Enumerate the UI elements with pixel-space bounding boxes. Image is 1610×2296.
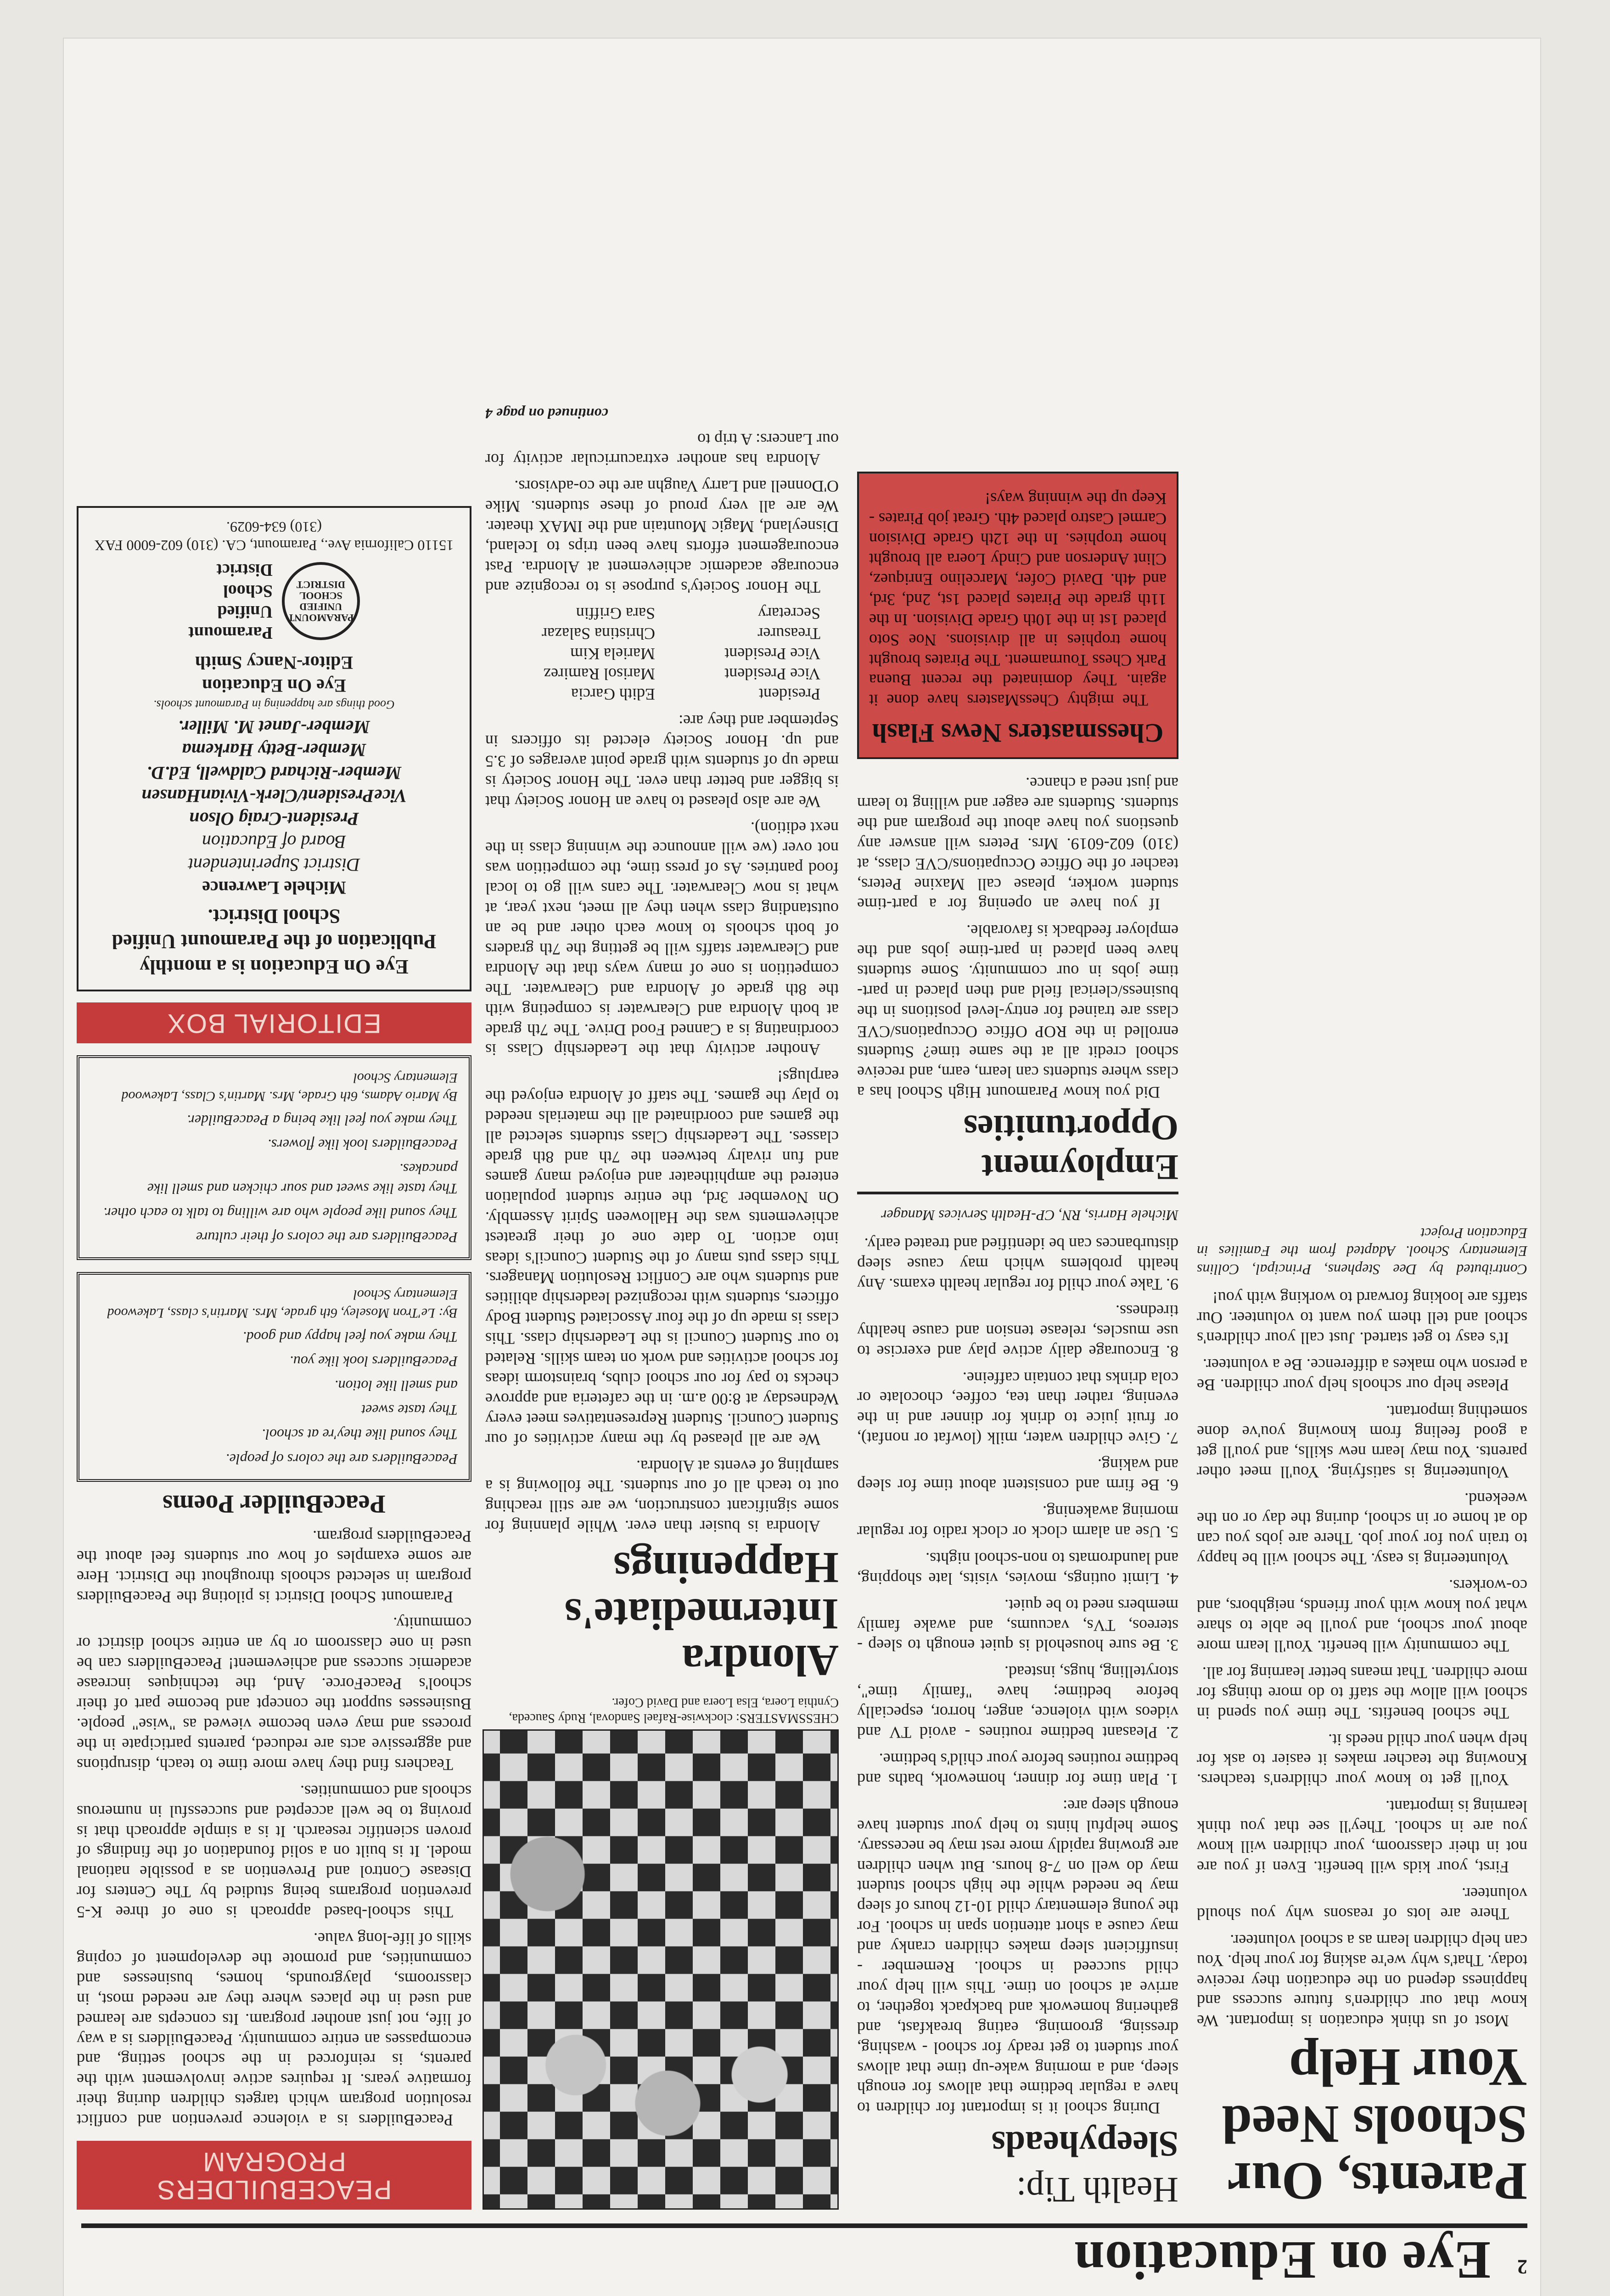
poem-line: PeaceBuilders look like flowers. [267, 1136, 458, 1153]
editor-line: Eye On Education [202, 675, 346, 696]
officer-name: Marisol Ramirez [544, 665, 655, 684]
photo-caption: CHESSMASTERS: clockwise-Rafael Sandoval, Rudy Sauceda, Cynthia Loera, Elsa Loera and David Cofer. [509, 1695, 839, 1725]
health-tip-item: 1. Plan time for dinner, homework, baths and bedtime routines before your child's bedtime. [857, 1750, 1178, 1789]
tagline: Good things are happening in Paramount schools. [153, 698, 395, 712]
peacebuilders-paragraph: Teachers find they have more time to teach, disruptions and aggressive acts are reduced, parents participate in the process and may even become viewed as "wise" people. Businesses support the concept and become part of their school's PeaceForce. And, the techniques increase academic success and achievement! PeaceBuilders can be used in one classroom or by an entire school district or community. [77, 1614, 471, 1774]
district-seal-icon: PARAMOUNT UNIFIED SCHOOL DISTRICT [282, 562, 360, 640]
newspaper-page [63, 38, 1541, 2296]
health-tip-headline: Sleepyheads [991, 2124, 1178, 2165]
board-member: Member-Richard Caldwell, Ed.D. [146, 763, 402, 784]
editor-line: Editor-Nancy Smith [195, 652, 353, 673]
health-tip-item: 8. Encourage daily active play and exercise to use muscles, release tension and cause healthy tiredness. [857, 1301, 1178, 1361]
health-tip-kicker: Health Tip: [1016, 2170, 1178, 2210]
superintendent-title: District Superintendent [188, 855, 360, 876]
superintendent-name: Michele Lawrence [202, 878, 346, 899]
editorial-label: EDITORIAL BOX [77, 1002, 471, 1043]
poem-line: and smell like lotion. [334, 1378, 458, 1395]
board-member: Member-Betty Harkema [182, 740, 366, 761]
health-tip-item: 3. Be sure household is quiet enough to sleep - stereos, TVs, vacuums, and awake family members need to be quiet. [857, 1596, 1178, 1655]
employment-paragraph: If you have an opening for a part-time student worker, please call Maxine Peters, teacher of the Office Occupations/CVE class, at (310) 602-6019. Mrs. Peters will answer any questions you have about the program and the students. Students are eager and willing to learn and just need a chance. [857, 774, 1178, 914]
parents-paragraph: You'll get to know your children's teachers. Knowing the teacher makes it easier to ask for help when your child needs it. [1197, 1730, 1527, 1790]
flash-title: Chessmasters News Flash [872, 718, 1164, 748]
officer-row [485, 603, 820, 624]
health-tip-item: 7. Give children water, milk (lowfat or nonfat), or fruit juice to drink for dinner and in the evening, rather than tea, coffee, chocolate or cola drinks that contain caffeine. [857, 1368, 1178, 1448]
health-byline: Michele Harris, RN, CP-Health Services Manager [881, 1207, 1178, 1224]
alondra-headline: Alondra Intermediate's Happenings [564, 1543, 839, 1685]
health-tip-item: 9. Take your child for regular health exams. Any health problems which may cause sleep disturbances can be identified and treated early. [857, 1235, 1178, 1294]
poem-line: They make you feel happy and good. [242, 1328, 458, 1345]
officer-role: Treasurer [757, 625, 820, 643]
district-address: 15110 California Ave., Paramount, CA. (310) 602-6000 FAX (310) 634-6029. [94, 518, 454, 554]
poem-signature: By Mario Adams, 6th Grade, Mrs. Martin's Class, Lakewood Elementary School [121, 1070, 458, 1104]
board-member: Member-Janet M. Miller. [178, 717, 370, 738]
officer-row [485, 684, 820, 704]
parents-paragraph: First, your kids will benefit. Even if you are not in their classroom, your children will know you are in school. They'll see that you think learning is important. [1197, 1797, 1527, 1876]
officer-role: President [759, 685, 820, 704]
column-3 [485, 398, 839, 2210]
district-logo-block [89, 559, 460, 643]
poem-line: They taste like sweet and sour chicken and smell like pancakes. [147, 1160, 458, 1198]
parents-paragraph: Most of us think education is important. We know that our children's future success and happiness depend on the education they receive today. That's why we're asking for your help. You can help children learn as a school volunteer. [1197, 1931, 1527, 2031]
alondra-paragraph: Alondra is busier than ever. While planning for some significant construction, we are still reaching out to teach all of our students. The following is a sampling of events at Alondra. [485, 1457, 839, 1536]
poem-line: PeaceBuilders look like you. [289, 1353, 458, 1370]
alondra-paragraph: We are also pleased to have an Honor Society that is bigger and better than ever. The Honor Society is made up of students with grade point averages of 3.5 and up. Honor Society elected its officers in September and they are: [485, 711, 839, 811]
peacebuilders-paragraph: This school-based approach is one of three K-5 prevention programs being studied by The Centers for Disease Control and Prevention as a possible national model. It is built on a solid foundation of the findings of proven scientific research. It is a simple approach that is proving to be well accepted and successful in numerous schools and communities. [77, 1782, 471, 1922]
district-name [188, 559, 273, 643]
flash-text: The mighty ChessMasters have done it again. They dominated the recent Buena Park Chess Tournament. The Pirates brought home trophies in all divisions. Noe Soto placed 1st in the 10th Grade Division. In the 11th grade the Pirates placed 1st, 2nd, 3rd, and 4th. David Cofer, Marcelino Enriquez, Clint Anderson and Cindy Loera all brought home trophies. In the 12th Grade Division Carmel Castro placed 4th. Great job Pirates - Keep up the winning ways! [869, 490, 1167, 710]
employment-headline: Employment Opportunities [857, 1109, 1178, 1195]
board-member: President-Craig Olson [189, 809, 359, 830]
parents-paragraph: The school benefits. The time you spend in school will allow the staff to do more things for more children. That means better learning for all. [1197, 1663, 1527, 1722]
column-2 [857, 472, 1178, 2210]
chessmasters-news-flash [857, 472, 1178, 759]
health-tip-item: 6. Be firm and consistent about time for sleep and waking. [857, 1456, 1178, 1495]
alondra-paragraph: Alondra has another extracurricular activity for our Lancers: A trip to [485, 430, 839, 469]
officer-row [485, 643, 820, 664]
masthead [81, 2228, 1527, 2296]
health-tip-item: 4. Limit outings, movies, visits, late shopping, and laundromats to non-school nights. [857, 1549, 1178, 1588]
parents-paragraph: The community will benefit. You'll learn more about your school, and you'll be able to share what you know with your friends, neighbors, and co-workers. [1197, 1576, 1527, 1655]
poem-line: PeaceBuilders are the colors of their culture [196, 1229, 458, 1246]
parents-headline: Parents, Our Schools Need Your Help [1222, 2037, 1527, 2212]
officer-row [485, 664, 820, 684]
poem-line: They make you feel like being a PeaceBuilder. [187, 1112, 458, 1129]
peacebuilders-label: PEACEBUILDERS PROGRAM [77, 2141, 471, 2210]
officer-row [485, 623, 820, 643]
poem-box [77, 1055, 471, 1260]
alondra-paragraph: The Honor Society's purpose is to recognize and encourage academic achievement at Alondra. Past encouragement efforts have been trips to Iceland, Disneyland, Magic Mountain and the IMAX theater. We are all very proud of these students. Mike O'Donnell and Larry Vaughn are the co-advisors. [485, 477, 839, 597]
district-name-line: Paramount [188, 623, 273, 642]
health-tip-item: 2. Pleasant bedtime routines - avoid TV and videos with violence, anger, horror, especially before bedtime; have "family time", storytelling, hugs, instead. [857, 1663, 1178, 1742]
column-1 [1197, 1218, 1527, 2210]
poems-title: PeaceBuilder Poems [163, 1489, 386, 1518]
honor-society-officers [485, 603, 820, 704]
parents-paragraph: Volunteering is satisfying. You'll meet other parents. You may learn new skills, and you'll get a good feeling from knowing you've done something important. [1197, 1402, 1527, 1481]
officer-name: Christina Salazar [542, 625, 655, 643]
poem-line: They sound like people who are willing to talk to each other. [103, 1205, 458, 1222]
poem-line: PeaceBuilders are the colors of people. [225, 1451, 458, 1468]
district-name-line: District [216, 560, 273, 580]
page-number: 2 [1517, 2256, 1527, 2278]
board-member: VicePresident/Clerk-VivianHansen [141, 786, 407, 807]
district-name-line: School [223, 581, 273, 601]
publication-title: Eye on Education [1074, 2230, 1491, 2290]
parents-paragraph: There are lots of reasons why you should volunteer. [1197, 1884, 1527, 1923]
health-paragraph: During school it is important for children to have a regular bedtime that allows for enough sleep, and a morning wake-up time that allows your student to get ready for school - washing, dressing, grooming, eating breakfast, and gathering homework and backpack together, to arrive at school on time. This will help your child succeed in school. Remember - insufficient sleep makes children cranky and may cause a short attention span in school. For the young elementary child 10-12 hours of sleep may be needed while the high school student may do well on 7-8 hours. But when children are growing rapidly more rest may be necessary. Some helpful hints to help your student have enough sleep are: [857, 1796, 1178, 2118]
alondra-paragraph: Another activity that the Leadership Class is coordinating is a Canned Food Drive. The 7th grade at both Alondra and Clearwater is competing with the 8th grade of Alondra and Clearwater. The competition is one of many ways that the Alondra and Clearwater staffs will be getting the 7th graders of both schools to know each other and be an outstanding class when they all meet, next year, at what is now Clearwater. The cans will go to local food pantries. As of press time, the competition was not over (we will announce the winning class in the next edition). [485, 819, 839, 1059]
board-heading: Board of Education [202, 832, 347, 853]
peacebuilders-paragraph: PeaceBuilders is a violence prevention and conflict resolution program which targets children during their formative years. It requires active involvement with the parents, is reinforced in the school setting, and encompasses an entire community. PeaceBuilders is a way of life, not just another program. Its concepts are learned and used in the places where they are needed most, in classrooms, playgrounds, homes, businesses and communities, and promote the development of coping skills of life-long value. [77, 1930, 471, 2130]
parents-paragraph: Please help our schools help your children. Be a person who makes a difference. Be a volunteer. [1197, 1356, 1527, 1395]
masthead-rule [81, 2223, 1527, 2228]
parents-paragraph: It's easy to get started. Just call your children's school and tell them you want to volunteer. Our staffs are looking forward to working with you! [1197, 1289, 1527, 1348]
poem-signature: By: Le'Tron Moseley, 6th grade, Mrs. Martin's class, Lakewood Elementary School [107, 1287, 458, 1321]
district-name-line: Unified [217, 602, 273, 622]
chessmasters-photo [482, 1729, 839, 2210]
poem-box [77, 1272, 471, 1482]
parents-byline: Contributed by Dee Stephens, Principal, Collins Elementary School. Adapted from the Families in Education Project [1197, 1225, 1527, 1278]
continued-note: continued on page 4 [485, 405, 608, 422]
officer-name: Mariela Kim [570, 645, 655, 664]
parents-paragraph: Volunteering is easy. The school will be happy to train you for your job. There are jobs you can do at home or in school, during the day or on the weekend. [1197, 1489, 1527, 1569]
officer-role: Vice President [724, 665, 820, 684]
poem-line: They sound like they're at school. [262, 1426, 458, 1443]
alondra-paragraph: We are all pleased by the many activities of our Student Council. Student Representatives meet every Wednesday at 8:00 a.m. in the cafeteria and approve checks to pay for our school clubs, brainstorm ideas for school activities and work on team skills. Related to our Student Council is the Leadership class. This class is made up of the four Associated Student Body officers, students with recognized leadership abilities and students who are Conflict Resolution Managers. This class puts many of the Student Council's ideas into action. To date one of their greatest achievements was the Halloween Spirit Assembly. On November 3rd, the entire student population entered the amphitheater and enjoyed many games and fun rivalry between the 7th and 8th grade classes. The Leadership Class students selected all the games and coordinated all the materials needed to play the games. The staff of Alondra enjoyed the earplugs! [485, 1067, 839, 1449]
peacebuilders-paragraph: Paramount School District is piloting the PeaceBuilders program in selected schools throughout the District. Here are some examples of how our students feel about the PeaceBuilders program. [77, 1527, 471, 1606]
poem-line: They taste sweet [361, 1402, 458, 1419]
officer-name: Edith Garcia [571, 685, 655, 704]
employment-paragraph: Did you know Paramount High School has a class where students can learn, earn, and receive school credit all at the same time? Students enrolled in the ROP Office Occupations/CVE class are trained for entry-level positions in the business/clerical field and then placed in part-time jobs in our community. Some students have been placed in part-time jobs and the employer feedback is favorable. [857, 922, 1178, 1102]
column-4 [77, 492, 471, 2210]
health-tip-item: 5. Use an alarm clock or clock radio for regular morning awakening. [857, 1503, 1178, 1541]
editorial-info-box [77, 506, 471, 992]
officer-role: Vice President [724, 645, 820, 664]
officer-role: Secretary [758, 604, 820, 623]
officer-name: Sara Griffin [576, 604, 655, 623]
editorial-lead: Eye On Education is a monthly Publication of the Paramount Unified School District. [112, 905, 437, 979]
